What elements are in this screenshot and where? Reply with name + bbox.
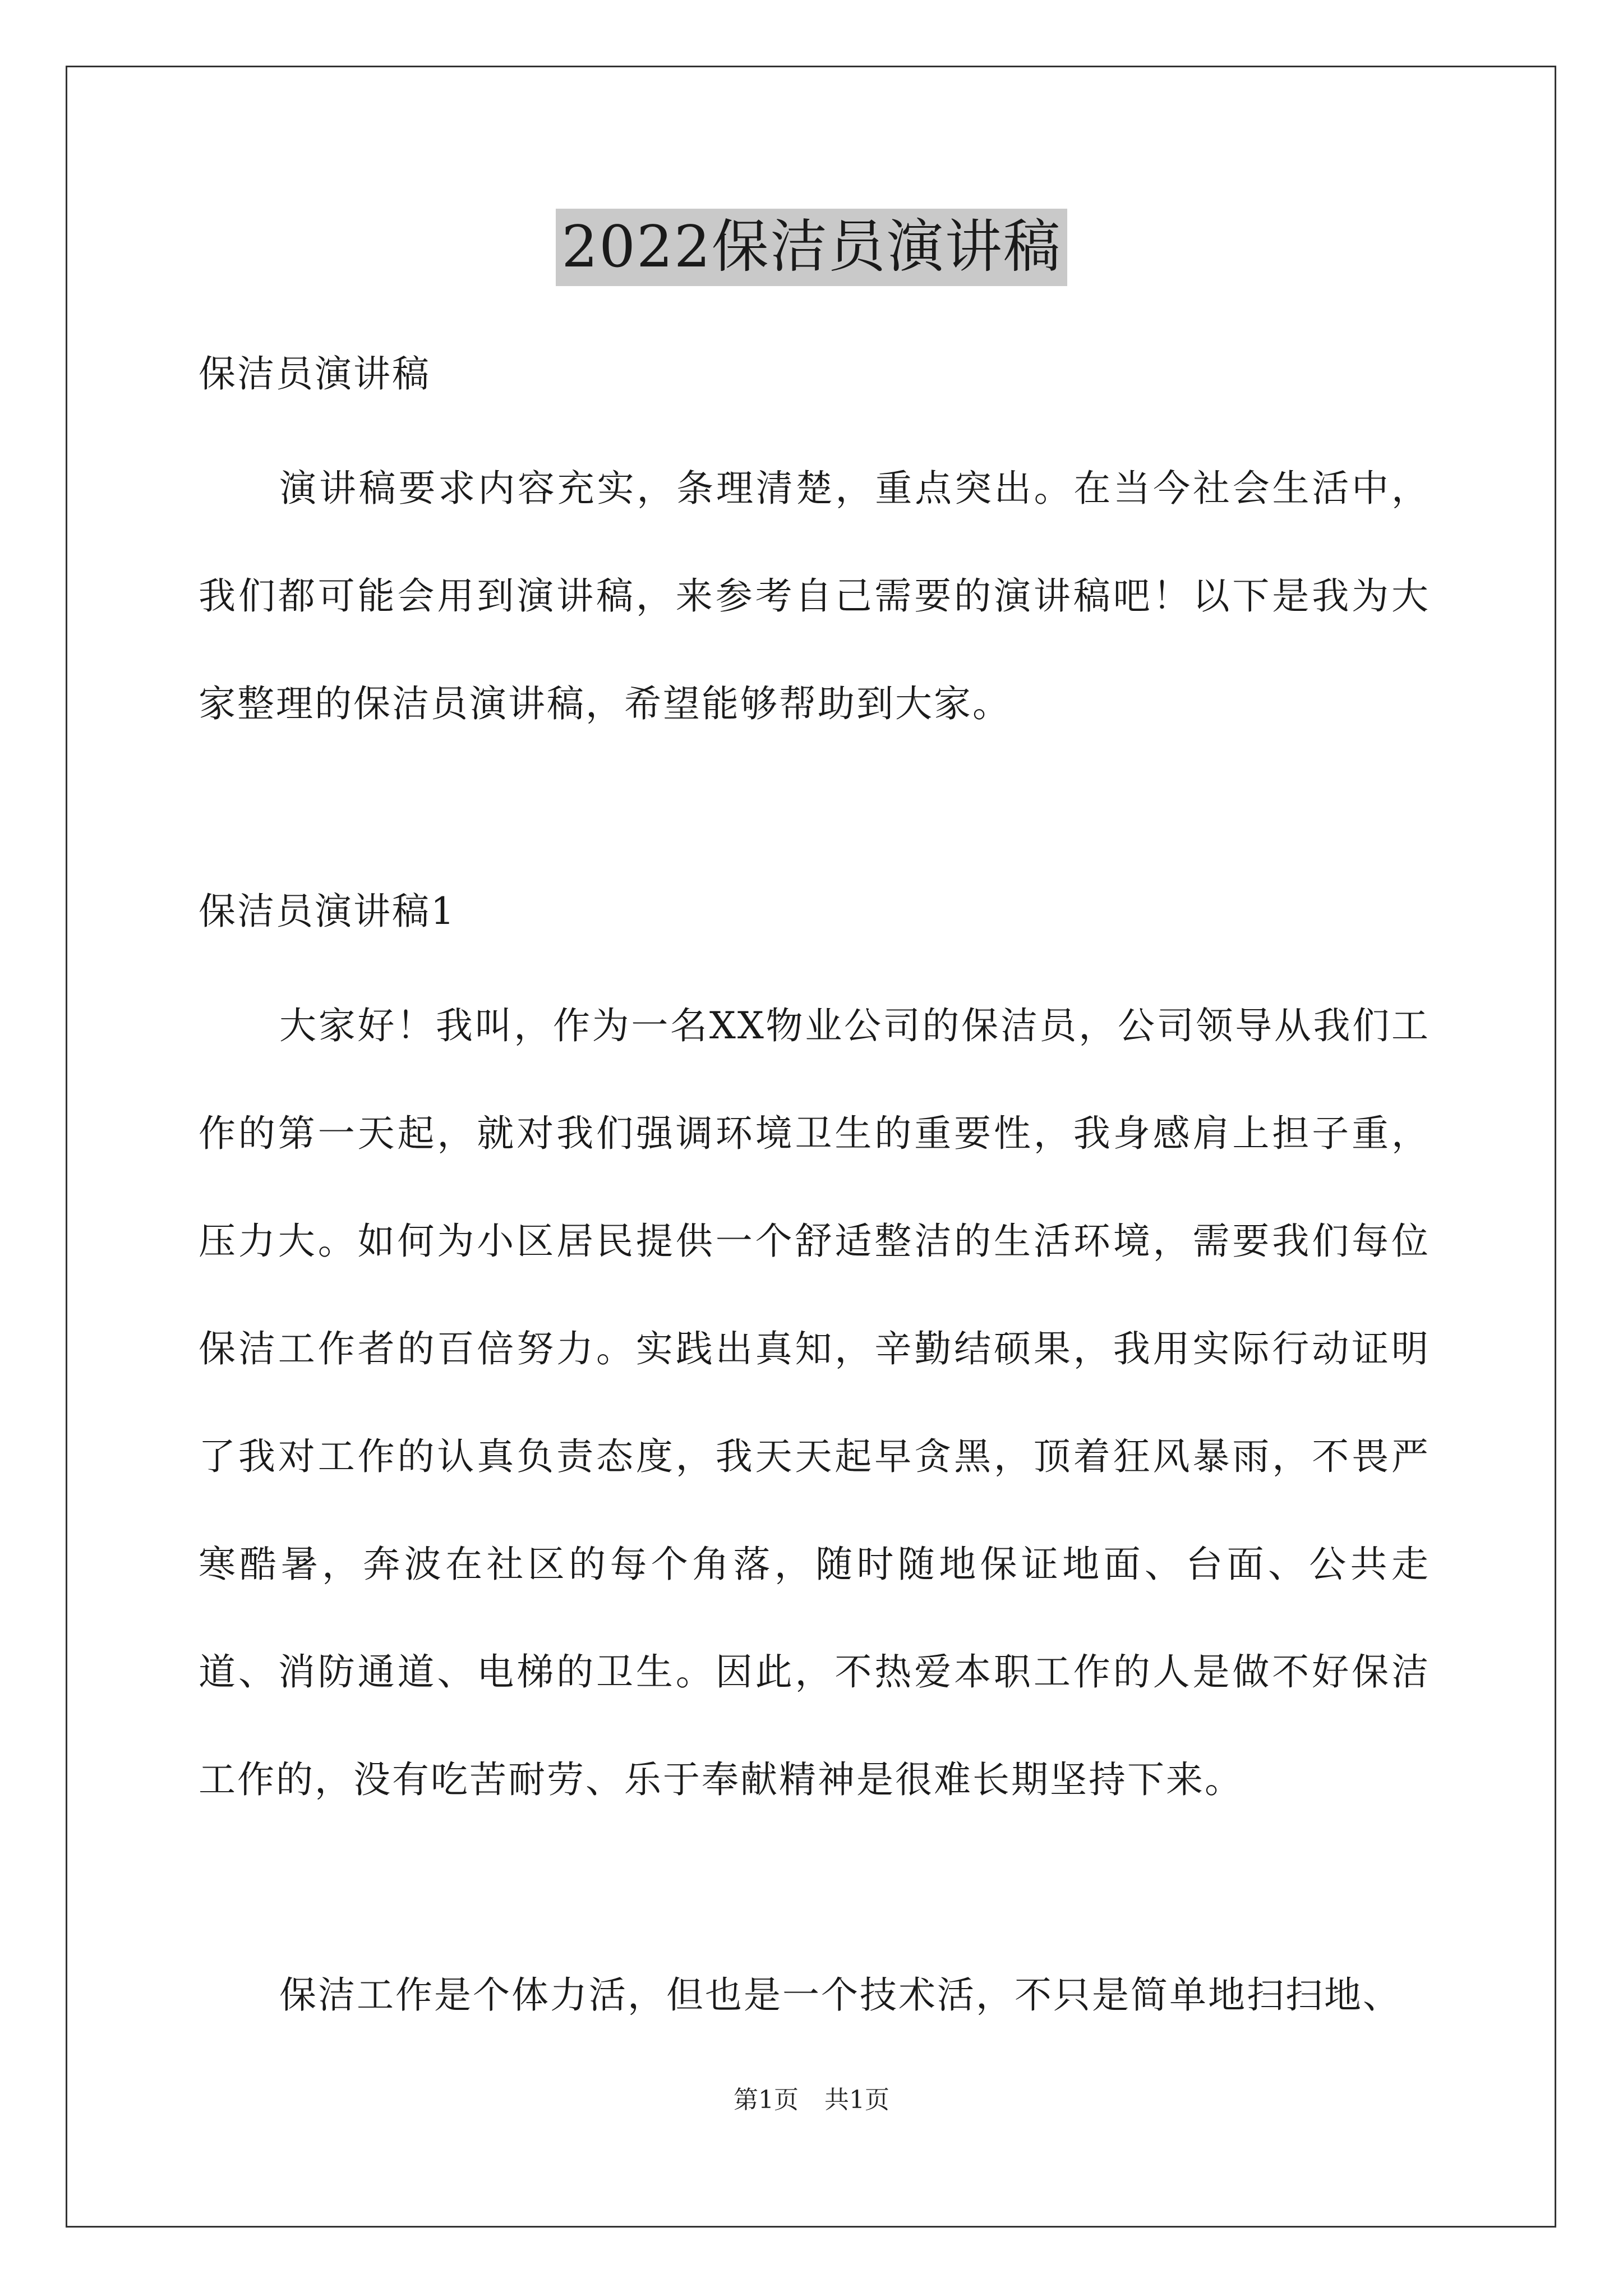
document-title: 2022保洁员演讲稿 (556, 209, 1067, 286)
page-number-current: 第1页 (734, 2086, 799, 2114)
subtitle: 保洁员演讲稿 (199, 352, 431, 395)
intro-paragraph: 演讲稿要求内容充实，条理清楚，重点突出。在当今社会生活中，我们都可能会用到演讲稿，来参考自己需要的演讲稿吧！以下是我为大家整理的保洁员演讲稿，希望能够帮助到大家。 (199, 467, 1430, 725)
title-container (0, 209, 1623, 286)
page-footer (0, 2085, 1623, 2116)
body-paragraph-continued: 保洁工作是个体力活，但也是一个技术活，不只是简单地扫扫地、 (279, 1973, 1401, 2017)
page-number-total: 共1页 (824, 2086, 889, 2114)
body-paragraph: 大家好！我叫，作为一名XX物业公司的保洁员，公司领导从我们工作的第一天起，就对我们强调环境卫生的重要性，我身感肩上担子重，压力大。如何为小区居民提供一个舒适整洁的生活环境，需要我们每位保洁工作者的百倍努力。实践出真知，辛勤结硕果，我用实际行动证明了我对工作的认真负责态度，我天天起早贪黑，顶着狂风暴雨，不畏严寒酷暑，奔波在社区的每个角落，随时随地保证地面、台面、公共走道、消防通道、电梯的卫生。因此，不热爱本职工作的人是做不好保洁工作的，没有吃苦耐劳、乐于奉献精神是很难长期坚持下来。 (199, 1004, 1430, 1801)
section-heading: 保洁员演讲稿1 (199, 890, 456, 933)
